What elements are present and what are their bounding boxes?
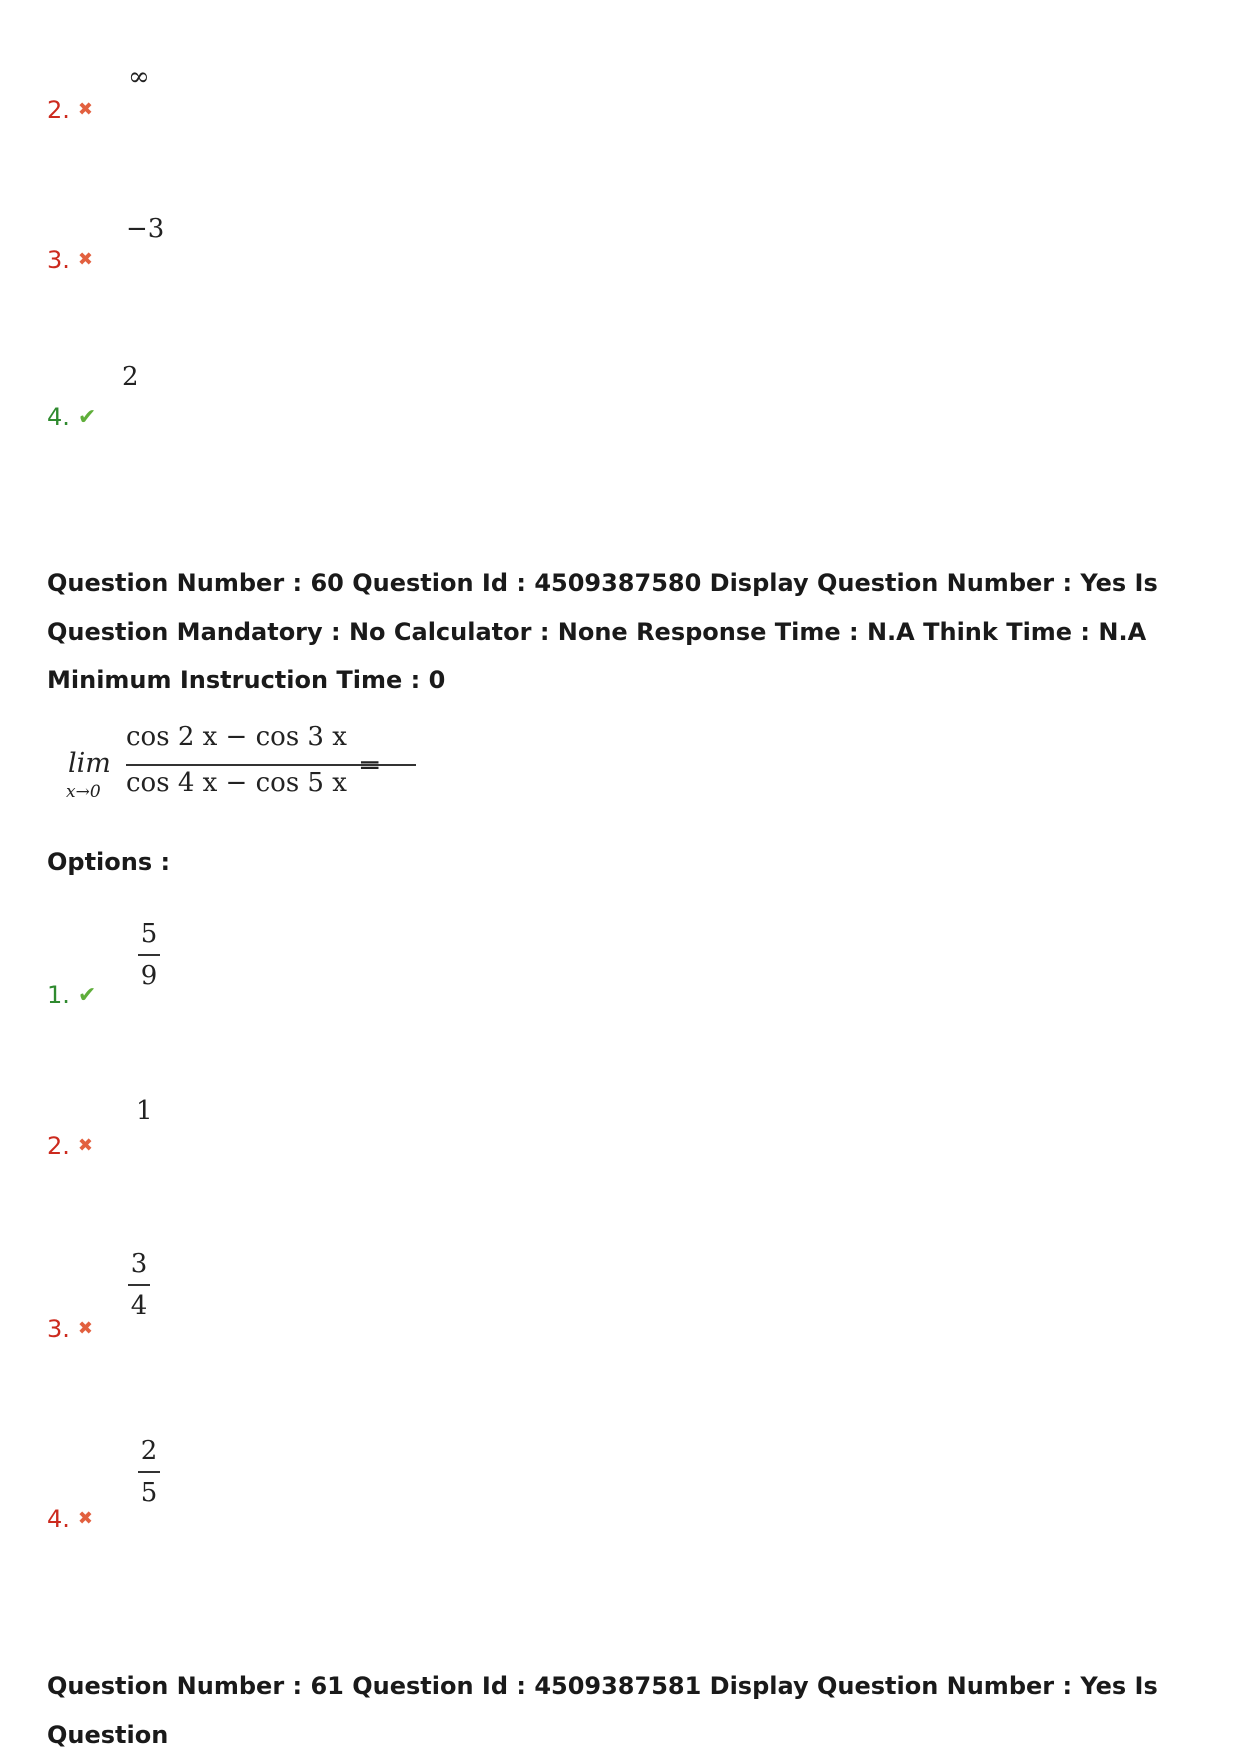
- option-fraction: [136, 918, 162, 992]
- option-fraction: [136, 1435, 162, 1509]
- option-4: [47, 1505, 93, 1533]
- option-number: 4.: [47, 403, 70, 431]
- cross-icon: ✖: [77, 249, 93, 270]
- question-61-header: Question Number : 61 Question Id : 4509387581 Display Question Number : Yes Is Question: [47, 1672, 1158, 1749]
- option-number: 2.: [47, 96, 70, 124]
- option-value: 1: [136, 1096, 153, 1126]
- fraction-numerator: 2: [140, 1436, 158, 1466]
- option-value: −3: [126, 214, 165, 244]
- equals-sign: =: [358, 748, 382, 781]
- formula-denominator: cos 4 x − cos 5 x: [126, 768, 347, 798]
- option-number: 4.: [47, 1505, 70, 1533]
- fraction-denominator: 4: [130, 1291, 148, 1321]
- option-number: 3.: [47, 246, 70, 274]
- cross-icon: ✖: [77, 1318, 93, 1339]
- option-number: 2.: [47, 1132, 70, 1160]
- option-number: 3.: [47, 1315, 70, 1343]
- fraction-denominator: 5: [140, 1478, 158, 1508]
- limit-operator: lim: [68, 748, 111, 779]
- option-value: 2: [122, 362, 139, 392]
- option-1: [47, 981, 96, 1009]
- fraction-bar: [138, 1471, 160, 1473]
- option-3: [47, 1315, 93, 1343]
- formula-numerator: cos 2 x − cos 3 x: [126, 722, 347, 752]
- cross-icon: ✖: [77, 1135, 93, 1156]
- option-number: 1.: [47, 981, 70, 1009]
- fraction-numerator: 3: [130, 1249, 148, 1279]
- cross-icon: ✖: [77, 99, 93, 120]
- fraction-bar: [138, 954, 160, 956]
- fraction-denominator: 9: [140, 961, 158, 991]
- prev-option-2: [47, 96, 93, 124]
- prev-option-4: [47, 403, 96, 431]
- fraction-numerator: 5: [140, 919, 158, 949]
- option-2: [47, 1132, 93, 1160]
- check-icon: ✔: [77, 405, 97, 430]
- options-label: Options :: [47, 848, 171, 876]
- fraction-bar: [128, 1284, 150, 1286]
- question-60-header: Question Number : 60 Question Id : 4509387580 Display Question Number : Yes Is Question Mandatory : No Calculator : None Response Time : N.A Think Time : N.A Minimum Instruction Time : 0: [47, 569, 1158, 694]
- check-icon: ✔: [77, 983, 97, 1008]
- option-fraction: [126, 1248, 152, 1322]
- option-value: ∞: [128, 62, 150, 92]
- limit-subscript: x→0: [66, 782, 101, 802]
- cross-icon: ✖: [77, 1508, 93, 1529]
- prev-option-3: [47, 246, 93, 274]
- limit-formula: [66, 722, 406, 812]
